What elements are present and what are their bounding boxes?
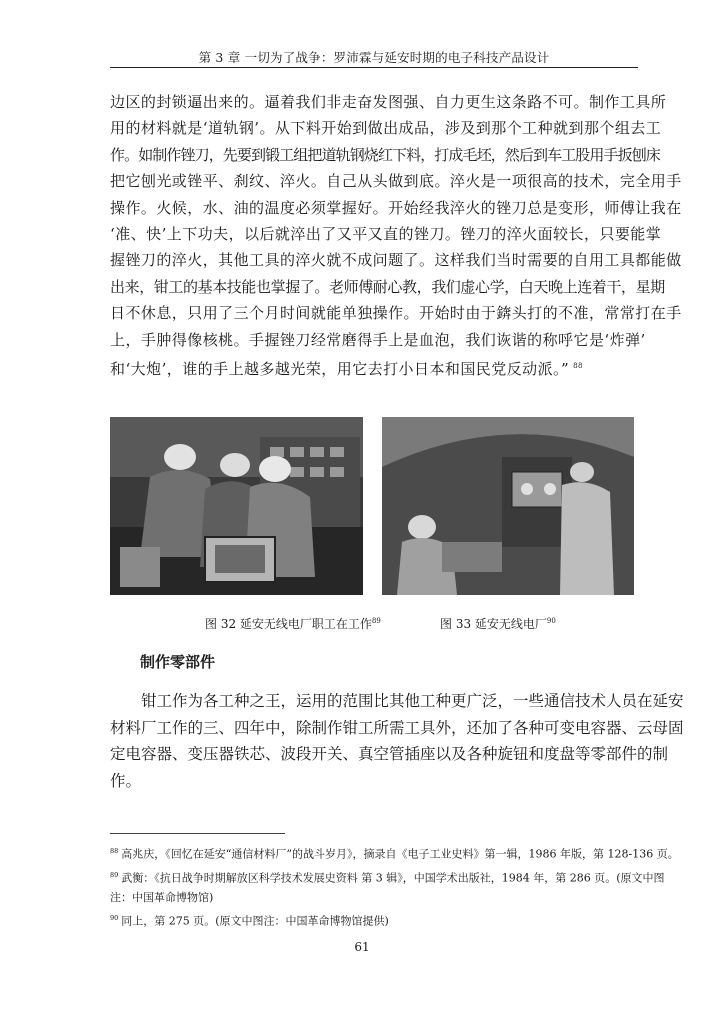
quote-line: 用的材料就是‘道轨钢’。从下料开始到做出成品，涉及到那个工种就到那个组去工 (110, 119, 662, 138)
quote-line-last (110, 353, 650, 382)
quote-line: 操作。火候，水、油的温度必须掌握好。开始经我淬火的锉刀总是变形，师傅让我在 (110, 198, 682, 217)
figure-caption (205, 615, 381, 632)
paragraph-line: 材料厂工作的三、四年中，除制作钳工所需工具外，还加了各种可变电容器、云母固 (110, 718, 684, 737)
running-header: 第 3 章 一切为了战争：罗沛霖与延安时期的电子科技产品设计 (198, 50, 550, 65)
quote-line: 把它刨光或锉平、刹纹、淬火。自己从头做到底。淬火是一项很高的技术，完全用手 (110, 172, 682, 191)
section-heading: 制作零部件 (140, 653, 216, 671)
quote-paragraph (110, 89, 682, 382)
quote-line: 握锉刀的淬火，其他工具的淬火就不成问题了。这样我们当时需要的自用工具都能做 (110, 251, 682, 270)
footnote (110, 865, 665, 889)
footnote-ref: 90 (546, 617, 556, 625)
footnote-text: 武衡：《抗日战争时期解放区科学技术发展史资料 第 3 辑》，中国学术出版社，1984 年，第 286 页。(原文中图 (121, 871, 665, 885)
photo-radio-factory-workers (110, 417, 363, 595)
footnote-ref: 88 (573, 362, 583, 371)
footnote (110, 841, 679, 865)
paragraph-line: 钳工作为各工种之王，运用的范围比其他工种更广泛，一些通信技术人员在延安 (141, 692, 684, 710)
footnote-text: 同上，第 275 页。(原文中图注：中国革命博物馆提供) (121, 914, 389, 928)
footnote-number: 88 (110, 847, 119, 855)
photo-cave-illustration (382, 417, 634, 595)
page-number: 61 (354, 940, 370, 954)
footnote-text: 注：中国革命博物馆) (110, 891, 214, 905)
quote-line: 出来，钳工的基本技能也掌握了。老师傅耐心教，我们虚心学，白天晚上连着干，星期 (110, 277, 665, 296)
footnote-ref: 89 (371, 617, 381, 625)
footnote-rule (110, 833, 285, 834)
header-rule (110, 67, 638, 68)
photo-workers-illustration (110, 417, 363, 595)
quote-line: 日不休息，只用了三个月时间就能单独操作。开始时由于錛头打的不准，常常打在手 (110, 304, 682, 323)
footnote-number: 90 (110, 914, 119, 923)
caption-text: 图 32 延安无线电厂职工在工作 (205, 617, 372, 631)
quote-line-text: 和‘大炮’，谁的手上越多越光荣，用它去打小日本和国民党反动派。” (110, 360, 570, 379)
footnote-number: 89 (110, 870, 119, 879)
footnote-text: 高兆庆，《回忆在延安“通信材料厂”的战斗岁月》，摘录自《电子工业史料》第一辑，1986 年版，第 128-136 页。 (121, 847, 679, 861)
quote-line: 上，手肿得像核桃。手握锉刀经常磨得手上是血泡，我们诙谐的称呼它是‘炸弹’ (110, 330, 646, 349)
quote-line: 边区的封锁逼出来的。逼着我们非走奋发图强、自力更生这条路不可。制作工具所 (110, 93, 667, 111)
body-paragraph (110, 688, 684, 795)
quote-line: ‘准、快’上下功夫，以后就淬出了又平又直的锉刀。锉刀的淬火面较长，只要能掌 (110, 225, 662, 244)
paragraph-line: 定电容器、变压器铁芯、波段开关、真空管插座以及各种旋钮和度盘等零部件的制 (110, 745, 669, 764)
footnote (110, 908, 640, 932)
paragraph-line: 作。 (110, 772, 142, 791)
photo-radio-factory-cave (382, 417, 634, 595)
footnotes (110, 841, 679, 932)
figure-caption (440, 615, 556, 632)
quote-line: 作。如制作锉刀，先要到锻工组把道轨钢烧红下料，打成毛坯，然后到车工股用手扳刨床 (110, 145, 660, 164)
caption-text: 图 33 延安无线电厂 (440, 617, 547, 631)
footnote-continuation (110, 888, 640, 908)
